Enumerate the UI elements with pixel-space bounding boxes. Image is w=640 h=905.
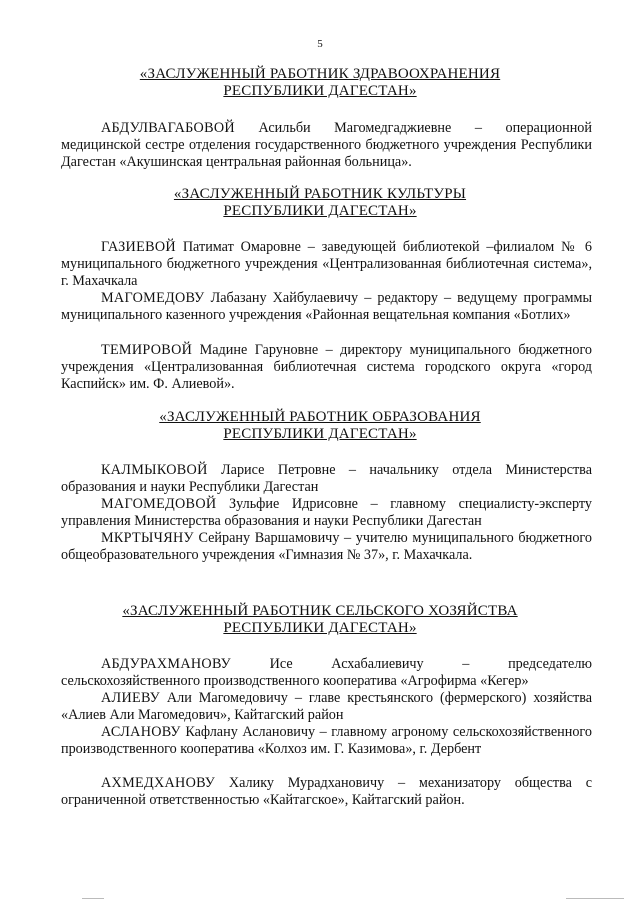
section-title-line2: РЕСПУБЛИКИ ДАГЕСТАН» [223, 203, 417, 219]
section-title-line1: «ЗАСЛУЖЕННЫЙ РАБОТНИК КУЛЬТУРЫ [173, 186, 467, 202]
recipient-name: МКРТЫЧЯНУ [101, 530, 194, 546]
recipient-name: АБДУРАХМАНОВУ [101, 656, 231, 672]
award-entry [61, 239, 592, 290]
award-entry [61, 496, 592, 530]
recipient-name: АБДУЛВАГАБОВОЙ [101, 120, 235, 136]
recipient-name: МАГОМЕДОВУ [101, 290, 205, 306]
recipient-details: Халику Мурадхановичу – механизатору общества с ограниченной ответственностью «Кайтагское», Кайтагский район. [61, 775, 593, 808]
scan-mark [82, 898, 104, 899]
section-title-line1: «ЗАСЛУЖЕННЫЙ РАБОТНИК ЗДРАВООХРАНЕНИЯ [139, 66, 501, 82]
award-entry [61, 724, 592, 758]
recipient-details: Ларисе Петровне – начальнику отдела Министерства образования и науки Республики Дагестан [61, 462, 592, 495]
award-entry [61, 530, 592, 564]
page-footer-scan-marks [0, 898, 640, 905]
section-heading-education [0, 409, 640, 443]
award-entry [61, 690, 592, 724]
scan-mark [566, 898, 624, 899]
recipient-details: Зульфие Идрисовне – главному специалисту-эксперту управления Министерства образования и науки Республики Дагестан [61, 496, 592, 529]
recipient-details: Сейрану Варшамовичу – учителю муниципального бюджетного общеобразовательного учреждения «Гимназия № 37», г. Махачкала. [61, 530, 592, 563]
recipient-name: ГАЗИЕВОЙ [101, 239, 176, 255]
section-title-line2: РЕСПУБЛИКИ ДАГЕСТАН» [223, 620, 417, 636]
recipient-details: Асильби Магомедгаджиевне – операционной медицинской сестре отделения государственного бюджетного учреждения Республики Дагестан «Акушинская центральная районная больница». [61, 120, 592, 170]
award-entry [61, 462, 592, 496]
section-title-line1: «ЗАСЛУЖЕННЫЙ РАБОТНИК СЕЛЬСКОГО ХОЗЯЙСТВА [122, 603, 518, 619]
section-heading-agriculture [0, 603, 640, 637]
recipient-name: АСЛАНОВУ [101, 724, 181, 740]
award-entry [61, 290, 592, 324]
recipient-details: Лабазану Хайбулаевичу – редактору – ведущему программы муниципального казенного учреждения «Районная вещательная компания «Ботлих» [61, 290, 592, 323]
page-number: 5 [317, 38, 323, 50]
recipient-name: АХМЕДХАНОВУ [101, 775, 216, 791]
recipient-details: Али Магомедовичу – главе крестьянского (фермерского) хозяйства «Алиев Али Магомедович», Кайтагский район [61, 690, 593, 723]
section-title-line2: РЕСПУБЛИКИ ДАГЕСТАН» [223, 83, 417, 99]
section-heading-culture [0, 186, 640, 220]
recipient-details: Кафлану Аслановичу – главному агроному сельскохозяйственного производственного кооператива «Колхоз им. Г. Казимова», г. Дербент [61, 724, 592, 757]
award-entry [61, 775, 592, 809]
award-entry [61, 656, 592, 690]
recipient-name: ТЕМИРОВОЙ [101, 342, 193, 358]
award-entry [61, 120, 592, 171]
recipient-details: Патимат Омаровне – заведующей библиотекой –филиалом № 6 муниципального бюджетного учреждения «Централизованная библиотечная система», г. Махачкала [61, 239, 592, 289]
section-title-line1: «ЗАСЛУЖЕННЫЙ РАБОТНИК ОБРАЗОВАНИЯ [159, 409, 481, 425]
award-entry [61, 342, 592, 393]
recipient-details: Исе Асхабалиевичу – председателю сельскохозяйственного производственного кооператива «Агрофирма «Кегер» [61, 656, 592, 689]
section-heading-health [0, 66, 640, 100]
recipient-details: Мадине Гаруновне – директору муниципального бюджетного учреждения «Централизованная библиотечная система городского округа «город Каспийск» им. Ф. Алиевой». [61, 342, 592, 392]
recipient-name: КАЛМЫКОВОЙ [101, 462, 208, 478]
recipient-name: МАГОМЕДОВОЙ [101, 496, 217, 512]
section-title-line2: РЕСПУБЛИКИ ДАГЕСТАН» [223, 426, 417, 442]
recipient-name: АЛИЕВУ [101, 690, 160, 706]
